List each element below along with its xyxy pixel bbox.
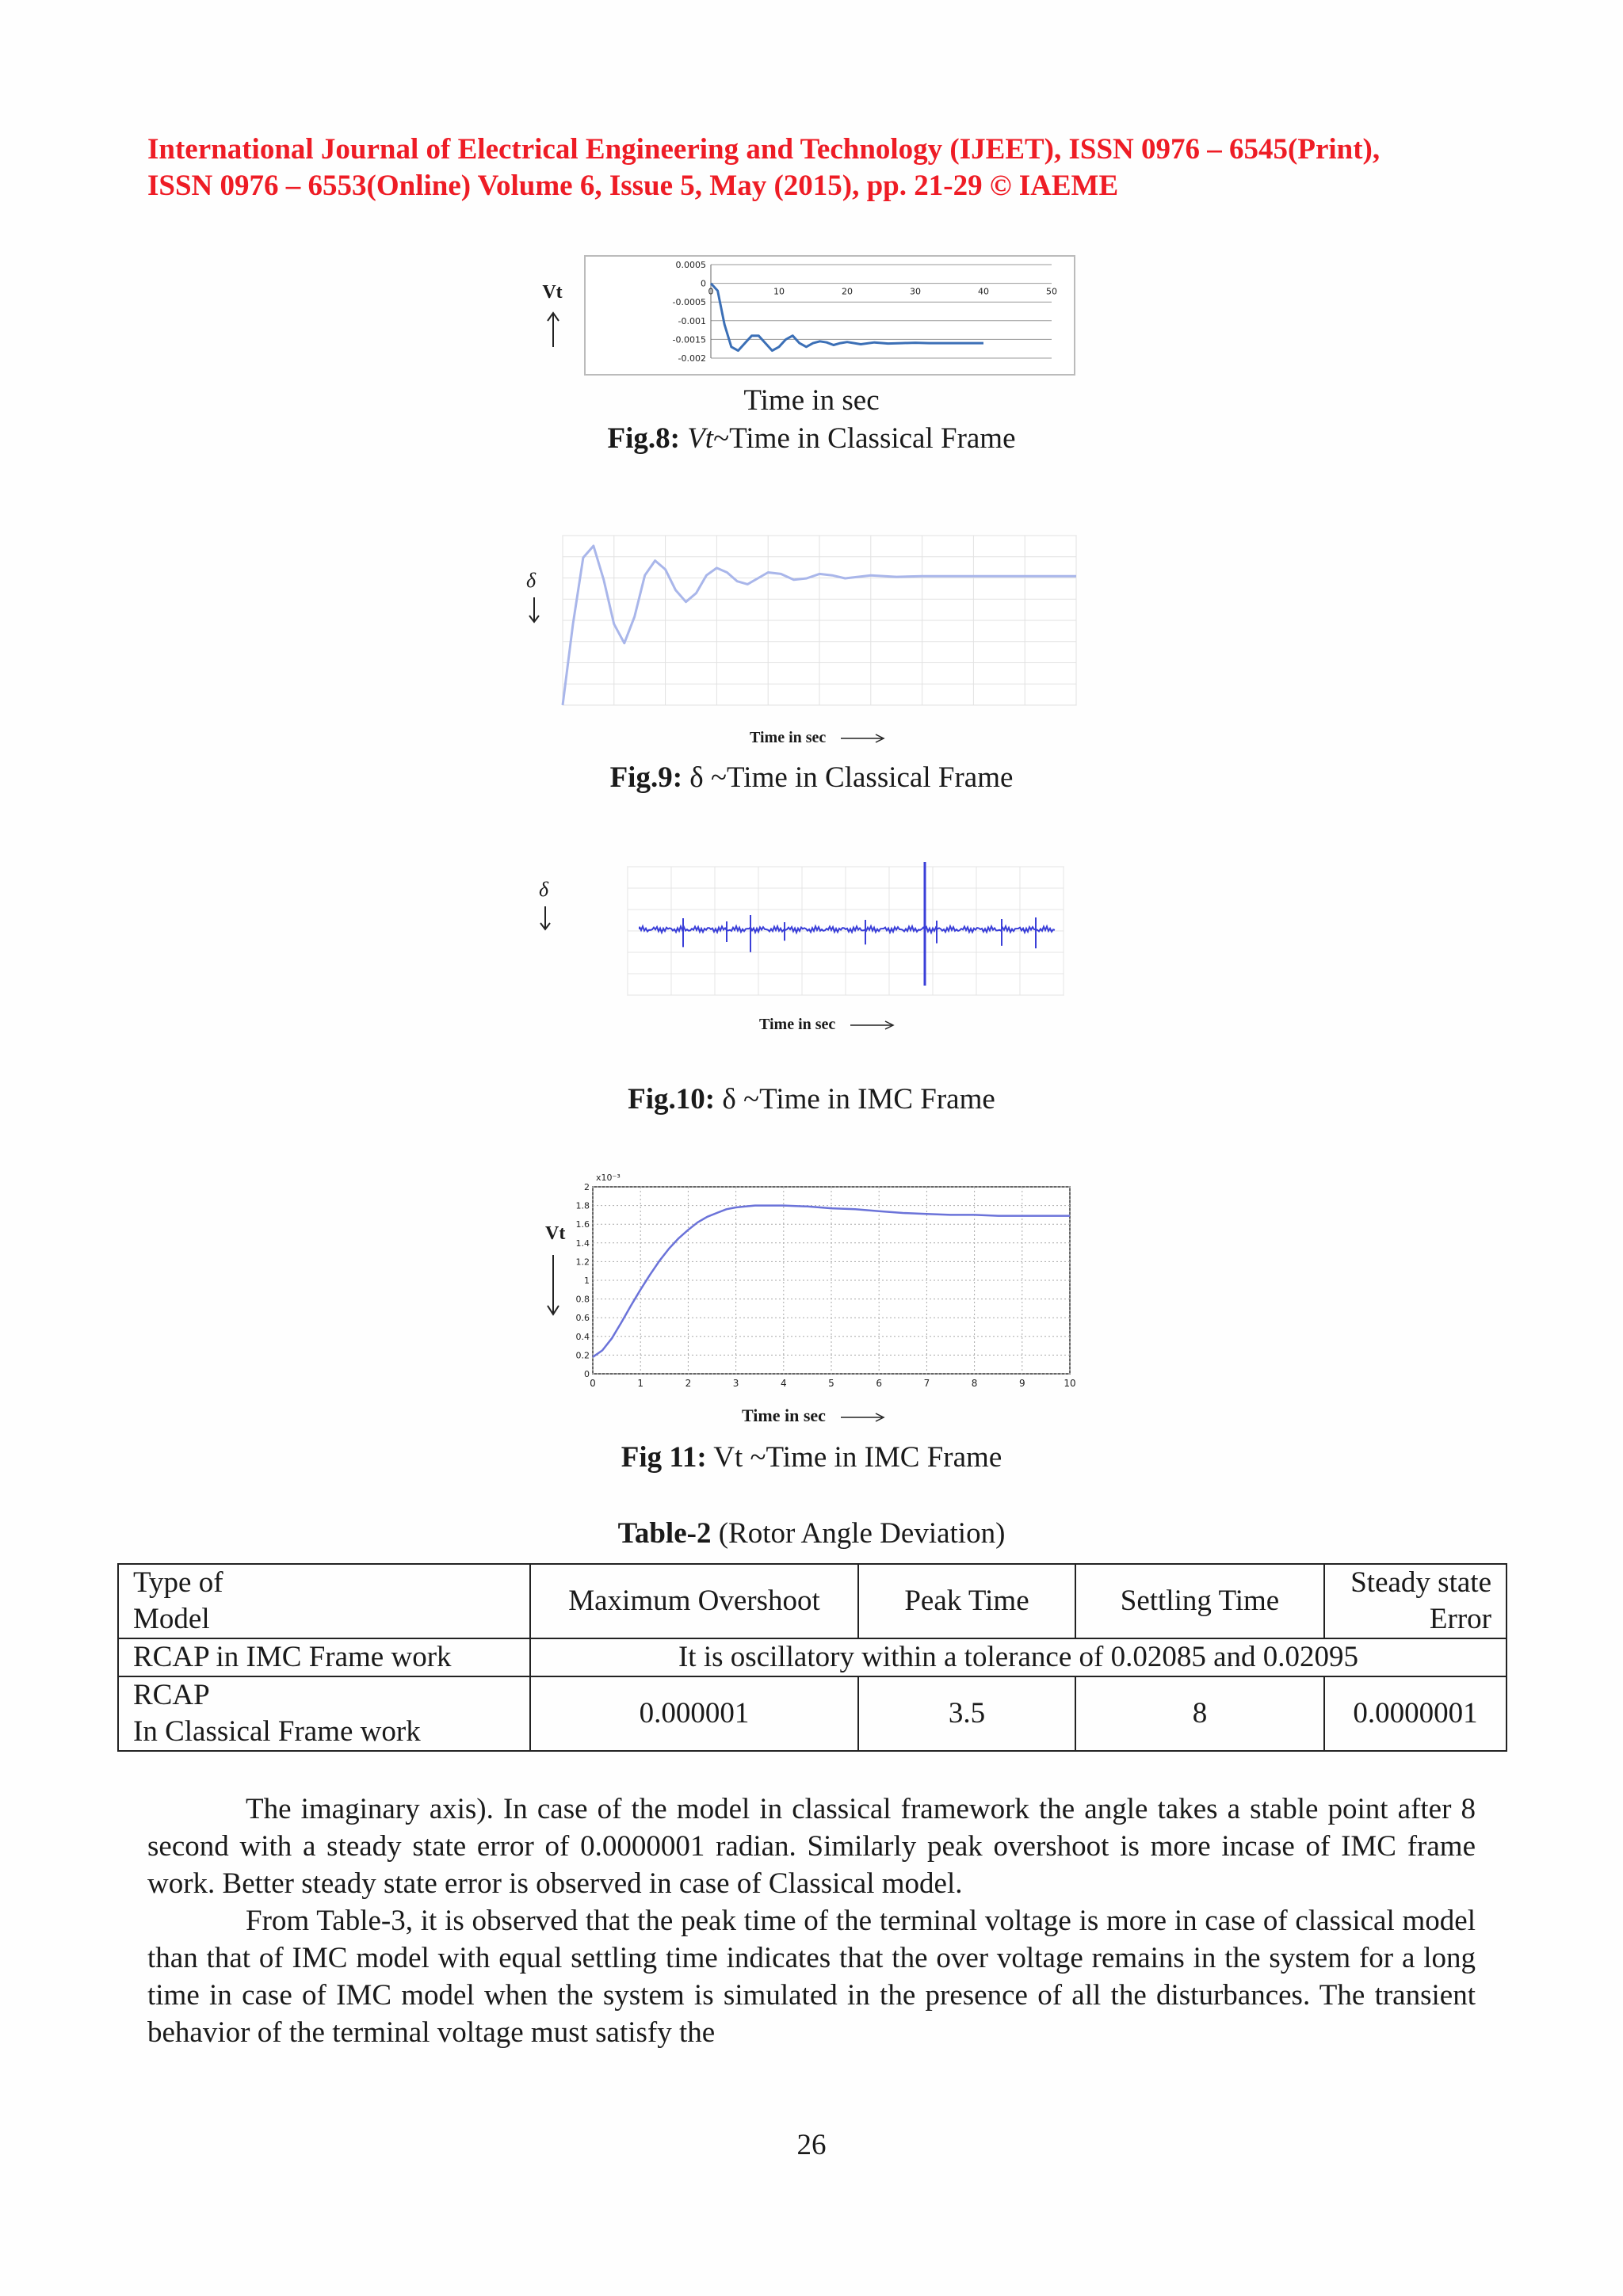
cell-sse: 0.0000001 <box>1324 1676 1507 1751</box>
fig11-xtick-label: 3 <box>732 1378 739 1389</box>
fig8-ytick-label: 0.0005 <box>675 260 706 270</box>
fig11-ytick-label: 0.8 <box>575 1294 590 1305</box>
cell-model-classical-l1: RCAP <box>133 1679 210 1711</box>
page-number: 26 <box>796 2129 827 2161</box>
fig9-down-arrow <box>525 596 544 624</box>
fig11-ytick-label: 1.8 <box>575 1200 590 1211</box>
fig8-ytick-label: -0.0015 <box>672 334 706 345</box>
table-row <box>118 1638 1507 1676</box>
fig8-xtick-label: 30 <box>910 286 921 297</box>
fig10-caption-label: Fig.10: <box>628 1083 716 1116</box>
fig9-chart <box>545 526 1081 723</box>
body-paragraph-2: From Table-3, it is observed that the peak time of the terminal voltage is more in case of classical model than that of IMC model with equal settling time indicates that the over voltage remains in the system for a long time in case of IMC model when the system is simulated in the presence of all the disturbances. The transient behavior of the terminal voltage must satisfy the <box>147 1905 1476 2049</box>
body-paragraph-1: The imaginary axis). In case of the model in classical framework the angle takes a stable point after 8 second with a steady state error of 0.0000001 radian. Similarly peak overshoot is more incase of IMC frame work. Better steady state error is observed in case of Classical model. <box>147 1793 1476 1900</box>
fig9-caption-label: Fig.9: <box>609 761 683 794</box>
cell-settling-time: 8 <box>1075 1676 1324 1751</box>
fig8-xtick-label: 10 <box>773 286 785 297</box>
fig9-xlabel: Time in sec <box>750 729 827 746</box>
fig10-chart <box>564 856 1087 1005</box>
fig11-xtick-label: 5 <box>828 1378 834 1389</box>
fig11-chart <box>572 1169 1089 1399</box>
th-steady-state-error <box>1324 1564 1507 1638</box>
table-row <box>118 1676 1507 1751</box>
fig11-xtick-label: 2 <box>685 1378 692 1389</box>
rotor-angle-table <box>117 1563 1507 1752</box>
fig8-xtick-label: 20 <box>842 286 853 297</box>
fig8-ytick-label: -0.0005 <box>672 297 706 308</box>
body-text <box>147 1791 1476 2051</box>
cell-model-classical-l2: In Classical Frame work <box>133 1715 421 1748</box>
th-type-line2: Model <box>133 1603 210 1635</box>
th-max-overshoot: Maximum Overshoot <box>530 1564 858 1638</box>
fig11-xtick-label: 9 <box>1018 1378 1025 1389</box>
fig8-frame <box>585 256 1075 375</box>
cell-model-imc: RCAP in IMC Frame work <box>118 1638 530 1676</box>
fig8-caption-label: Fig.8: <box>607 422 680 455</box>
fig11-ytick-label: 1 <box>584 1276 590 1286</box>
table-title-label: Table-2 <box>617 1517 712 1550</box>
fig8-xtick-label: 50 <box>1046 286 1057 297</box>
fig11-xtick-label: 0 <box>590 1378 596 1389</box>
fig8-chart <box>584 255 1075 376</box>
fig11-xlabel: Time in sec <box>742 1405 826 1425</box>
fig11-caption-label: Fig 11: <box>621 1441 707 1474</box>
fig8-caption <box>0 421 1623 456</box>
fig11-ytick-label: 2 <box>584 1182 590 1192</box>
fig9-right-arrow <box>839 732 887 745</box>
th-sse-line1: Steady state <box>1350 1566 1491 1599</box>
fig9-caption <box>0 761 1623 795</box>
fig9-xlabel-block <box>750 729 887 747</box>
fig11-exponent-label: x10⁻³ <box>596 1173 621 1183</box>
cell-peak-time: 3.5 <box>858 1676 1075 1751</box>
fig10-caption <box>0 1082 1623 1116</box>
fig8-xtick-label: 0 <box>708 286 714 297</box>
fig11-ytick-label: 0.2 <box>575 1350 590 1361</box>
fig11-xlabel-block <box>742 1405 887 1426</box>
fig11-caption-text: Vt ~Time in IMC Frame <box>706 1441 1002 1474</box>
th-peak-time: Peak Time <box>858 1564 1075 1638</box>
th-settling-time: Settling Time <box>1075 1564 1324 1638</box>
fig11-ytick-label: 1.4 <box>575 1238 590 1249</box>
fig11-ytick-label: 0 <box>584 1369 590 1379</box>
fig8-caption-text: ~Time in Classical Frame <box>713 422 1016 455</box>
fig10-xlabel-block <box>759 1016 896 1034</box>
table-title <box>0 1516 1623 1550</box>
fig8-caption-var: Vt <box>687 422 714 455</box>
cell-max-overshoot: 0.000001 <box>530 1676 858 1751</box>
th-sse-line2: Error <box>1429 1603 1491 1635</box>
fig11-down-arrow <box>544 1253 563 1317</box>
fig10-xlabel: Time in sec <box>759 1016 836 1033</box>
fig9-caption-text: δ ~Time in Classical Frame <box>682 761 1014 794</box>
cell-imc-merged: It is oscillatory within a tolerance of 0.02085 and 0.02095 <box>530 1638 1507 1676</box>
fig8-ylabel: Vt <box>542 282 563 303</box>
fig11-xtick-label: 6 <box>876 1378 883 1389</box>
fig8-ytick-label: -0.001 <box>678 315 706 326</box>
cell-model-classical <box>118 1676 530 1751</box>
fig11-ytick-label: 0.6 <box>575 1313 590 1324</box>
fig11-ytick-label: 1.6 <box>575 1219 590 1230</box>
fig8-xtick-label: 40 <box>978 286 989 297</box>
journal-header <box>147 132 1479 204</box>
th-type-line1: Type of <box>133 1566 223 1599</box>
table-header-row <box>118 1564 1507 1638</box>
fig11-caption <box>0 1440 1623 1474</box>
fig8-ylabel-block <box>533 282 572 303</box>
fig8-ytick-label: -0.002 <box>678 353 706 364</box>
fig11-xtick-label: 8 <box>971 1378 978 1389</box>
fig11-ylabel: Vt <box>545 1223 566 1244</box>
fig10-ylabel: δ <box>539 878 549 901</box>
journal-header-line1: International Journal of Electrical Engineering and Technology (IJEET), ISSN 0976 – 6545(Print), <box>147 133 1381 166</box>
fig8-up-arrow <box>544 311 563 349</box>
th-type-of-model <box>118 1564 530 1638</box>
fig9-ylabel: δ <box>526 569 537 592</box>
fig11-ytick-label: 1.2 <box>575 1257 590 1268</box>
journal-header-line2: ISSN 0976 – 6553(Online) Volume 6, Issue 5, May (2015), pp. 21-29 © IAEME <box>147 170 1119 202</box>
fig11-xtick-label: 4 <box>780 1378 787 1389</box>
table-title-text: (Rotor Angle Deviation) <box>711 1517 1006 1550</box>
fig8-xlabel: Time in sec <box>743 384 880 417</box>
fig11-xtick-label: 7 <box>923 1378 930 1389</box>
fig8-ytick-label: 0 <box>701 278 706 289</box>
fig11-xtick-label: 1 <box>637 1378 644 1389</box>
fig10-down-arrow <box>536 905 555 932</box>
fig10-right-arrow <box>849 1019 896 1032</box>
fig11-right-arrow <box>839 1411 887 1424</box>
fig10-caption-text: δ ~Time in IMC Frame <box>715 1083 995 1116</box>
fig11-ytick-label: 0.4 <box>575 1331 590 1342</box>
fig11-xtick-label: 10 <box>1064 1378 1076 1389</box>
